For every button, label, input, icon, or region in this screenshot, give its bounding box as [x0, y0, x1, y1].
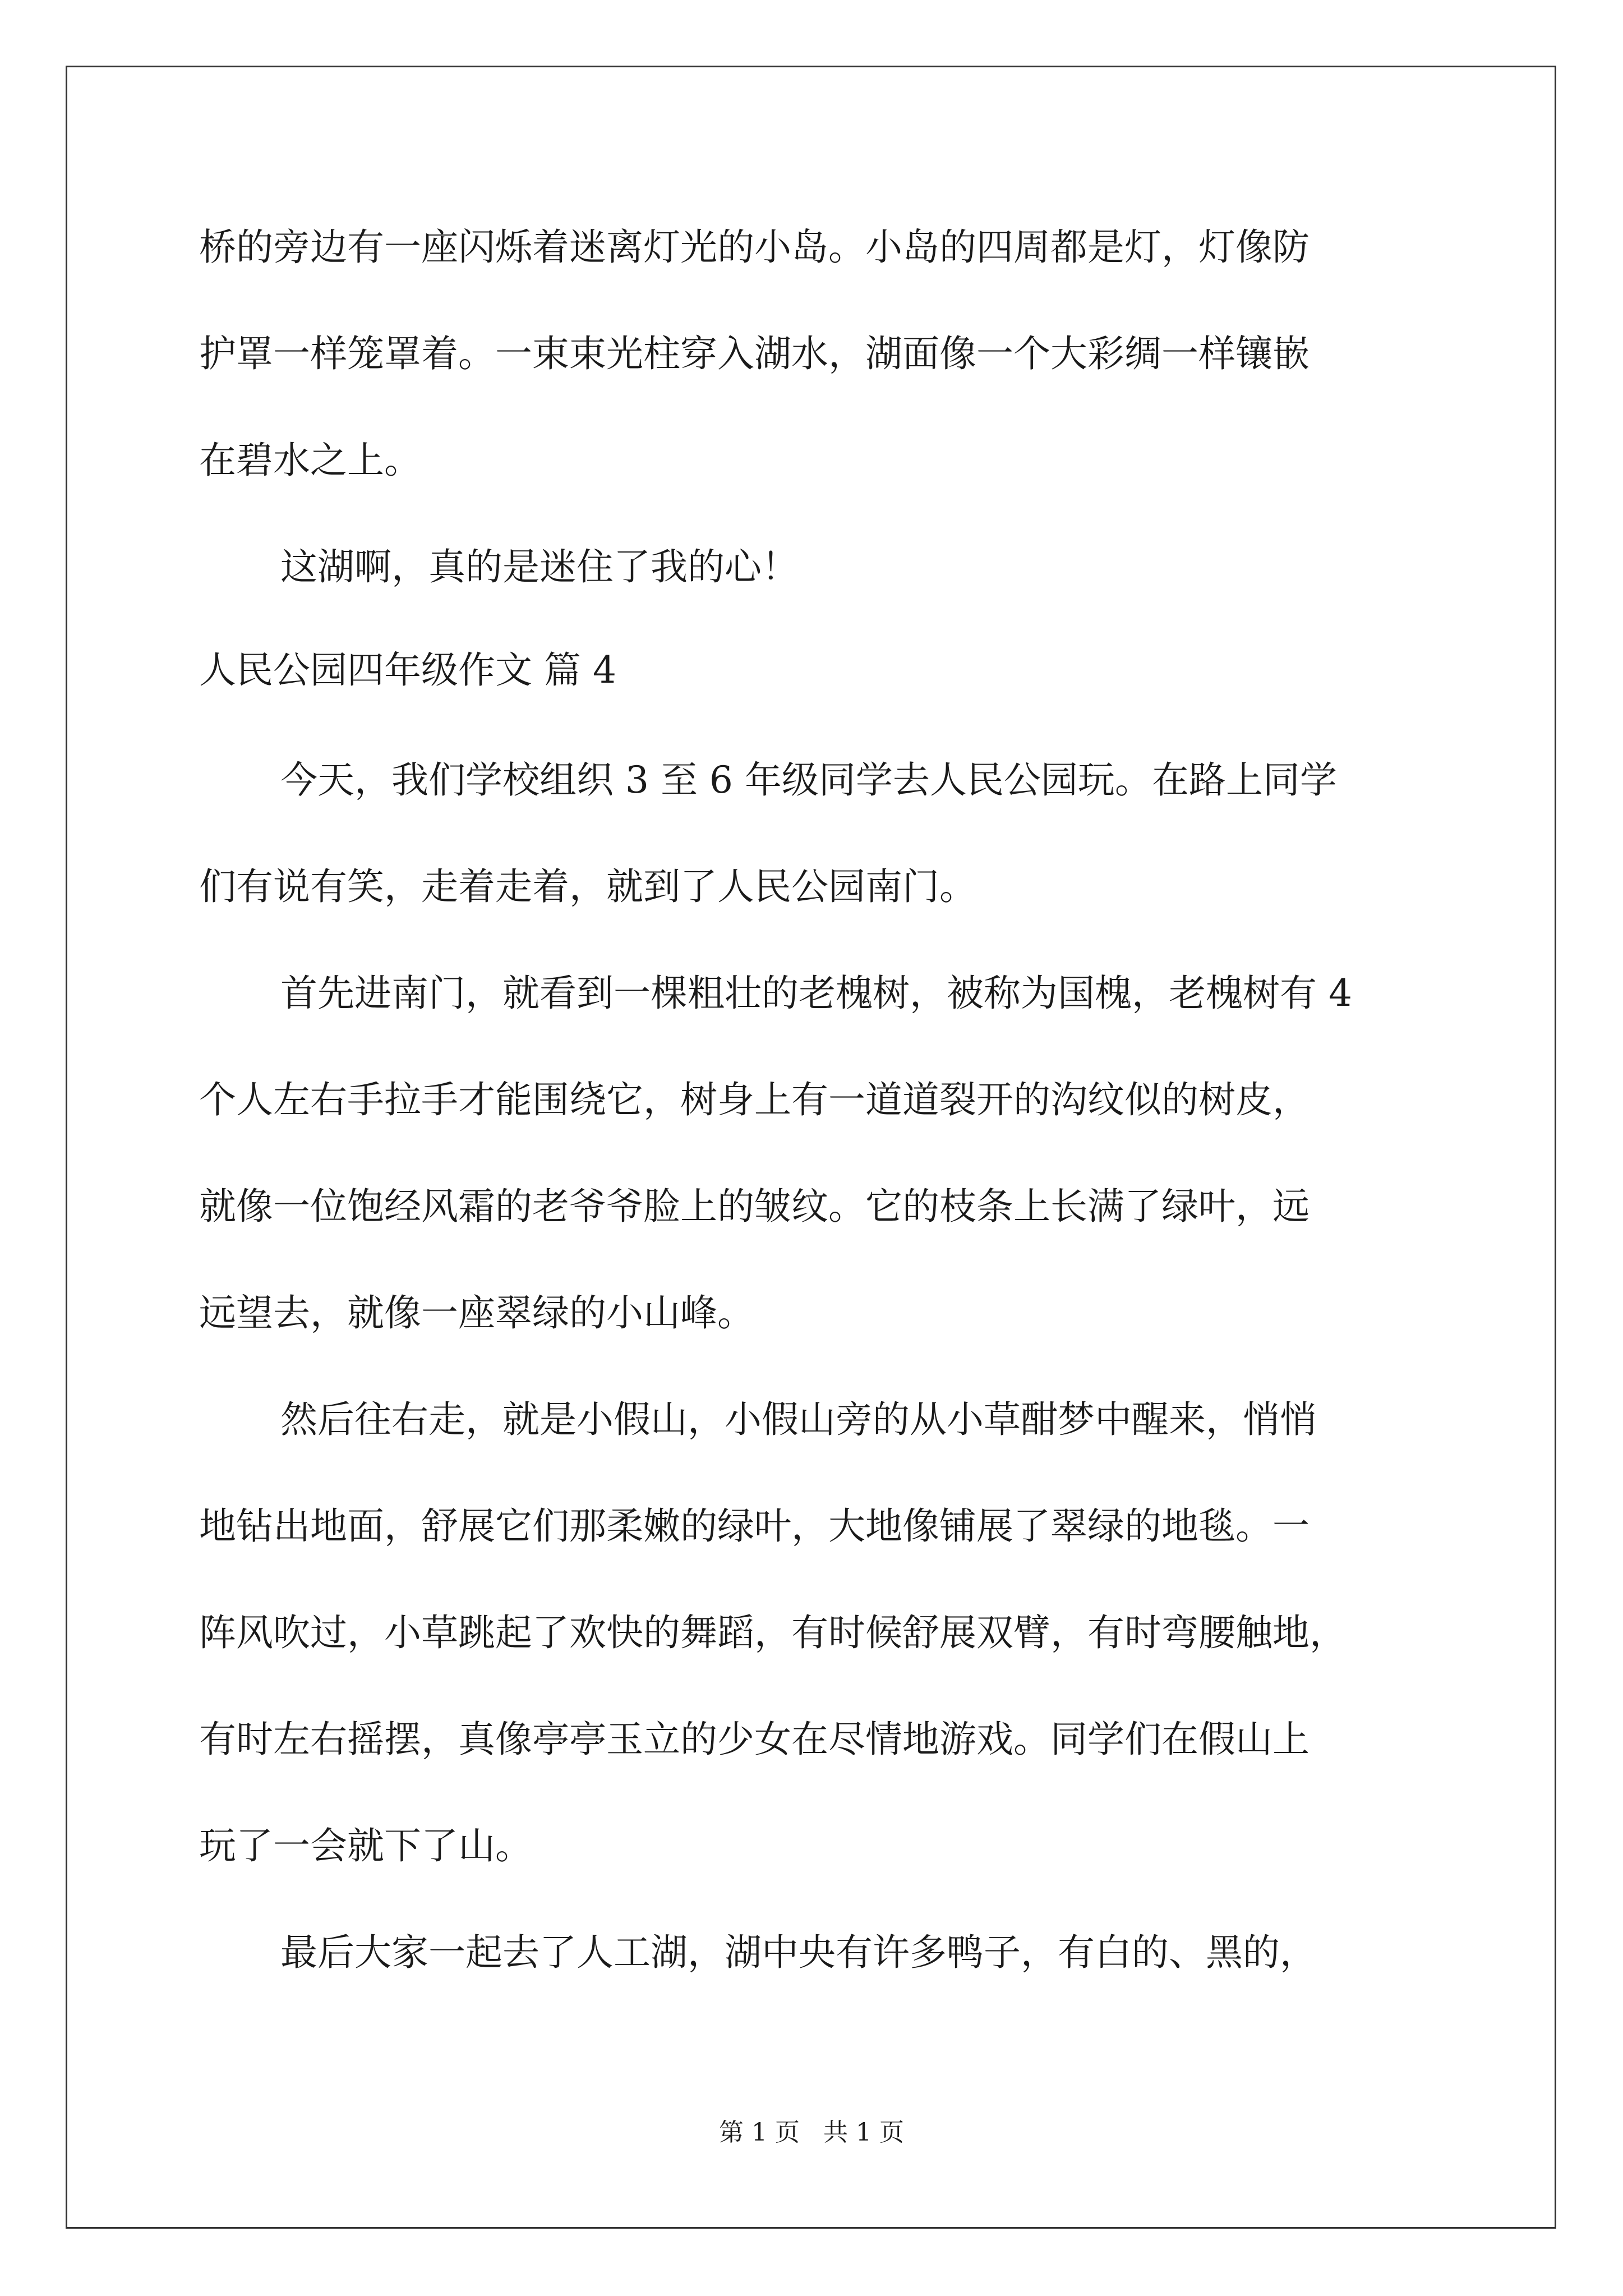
paragraph-line: 地钻出地面，舒展它们那柔嫩的绿叶，大地像铺展了翠绿的地毯。一 — [199, 1504, 1310, 1548]
paragraph-line: 这湖啊，真的是迷住了我的心！ — [280, 545, 799, 588]
paragraph-line: 最后大家一起去了人工湖，湖中央有许多鸭子，有白的、黑的， — [280, 1931, 1317, 1974]
paragraph-line: 们有说有笑，走着走着，就到了人民公园南门。 — [199, 865, 976, 908]
paragraph-line: 然后往右走，就是小假山，小假山旁的从小草酣梦中醒来，悄悄 — [280, 1398, 1317, 1441]
paragraph-line: 在碧水之上。 — [199, 439, 421, 482]
paragraph-line: 有时左右摇摆，真像亭亭玉立的少女在尽情地游戏。同学们在假山上 — [199, 1718, 1310, 1761]
paragraph-line: 首先进南门，就看到一棵粗壮的老槐树，被称为国槐，老槐树有 4 — [280, 972, 1352, 1015]
page-border — [66, 66, 1556, 2229]
paragraph-line: 今天，我们学校组织 3 至 6 年级同学去人民公园玩。在路上同学 — [280, 758, 1337, 802]
section-heading: 人民公园四年级作文 篇 4 — [199, 648, 616, 692]
paragraph-line: 阵风吹过，小草跳起了欢快的舞蹈，有时候舒展双臂，有时弯腰触地， — [199, 1611, 1347, 1654]
paragraph-line: 桥的旁边有一座闪烁着迷离灯光的小岛。小岛的四周都是灯，灯像防 — [199, 226, 1310, 269]
paragraph-line: 个人左右手拉手才能围绕它，树身上有一道道裂开的沟纹似的树皮， — [199, 1078, 1310, 1121]
paragraph-line: 护罩一样笼罩着。一束束光柱穿入湖水，湖面像一个大彩绸一样镶嵌 — [199, 332, 1310, 375]
page-footer: 第 1 页 共 1 页 — [719, 2118, 904, 2147]
paragraph-line: 远望去，就像一座翠绿的小山峰。 — [199, 1291, 754, 1335]
paragraph-line: 就像一位饱经风霜的老爷爷脸上的皱纹。它的枝条上长满了绿叶，远 — [199, 1185, 1310, 1228]
paragraph-line: 玩了一会就下了山。 — [199, 1824, 532, 1867]
